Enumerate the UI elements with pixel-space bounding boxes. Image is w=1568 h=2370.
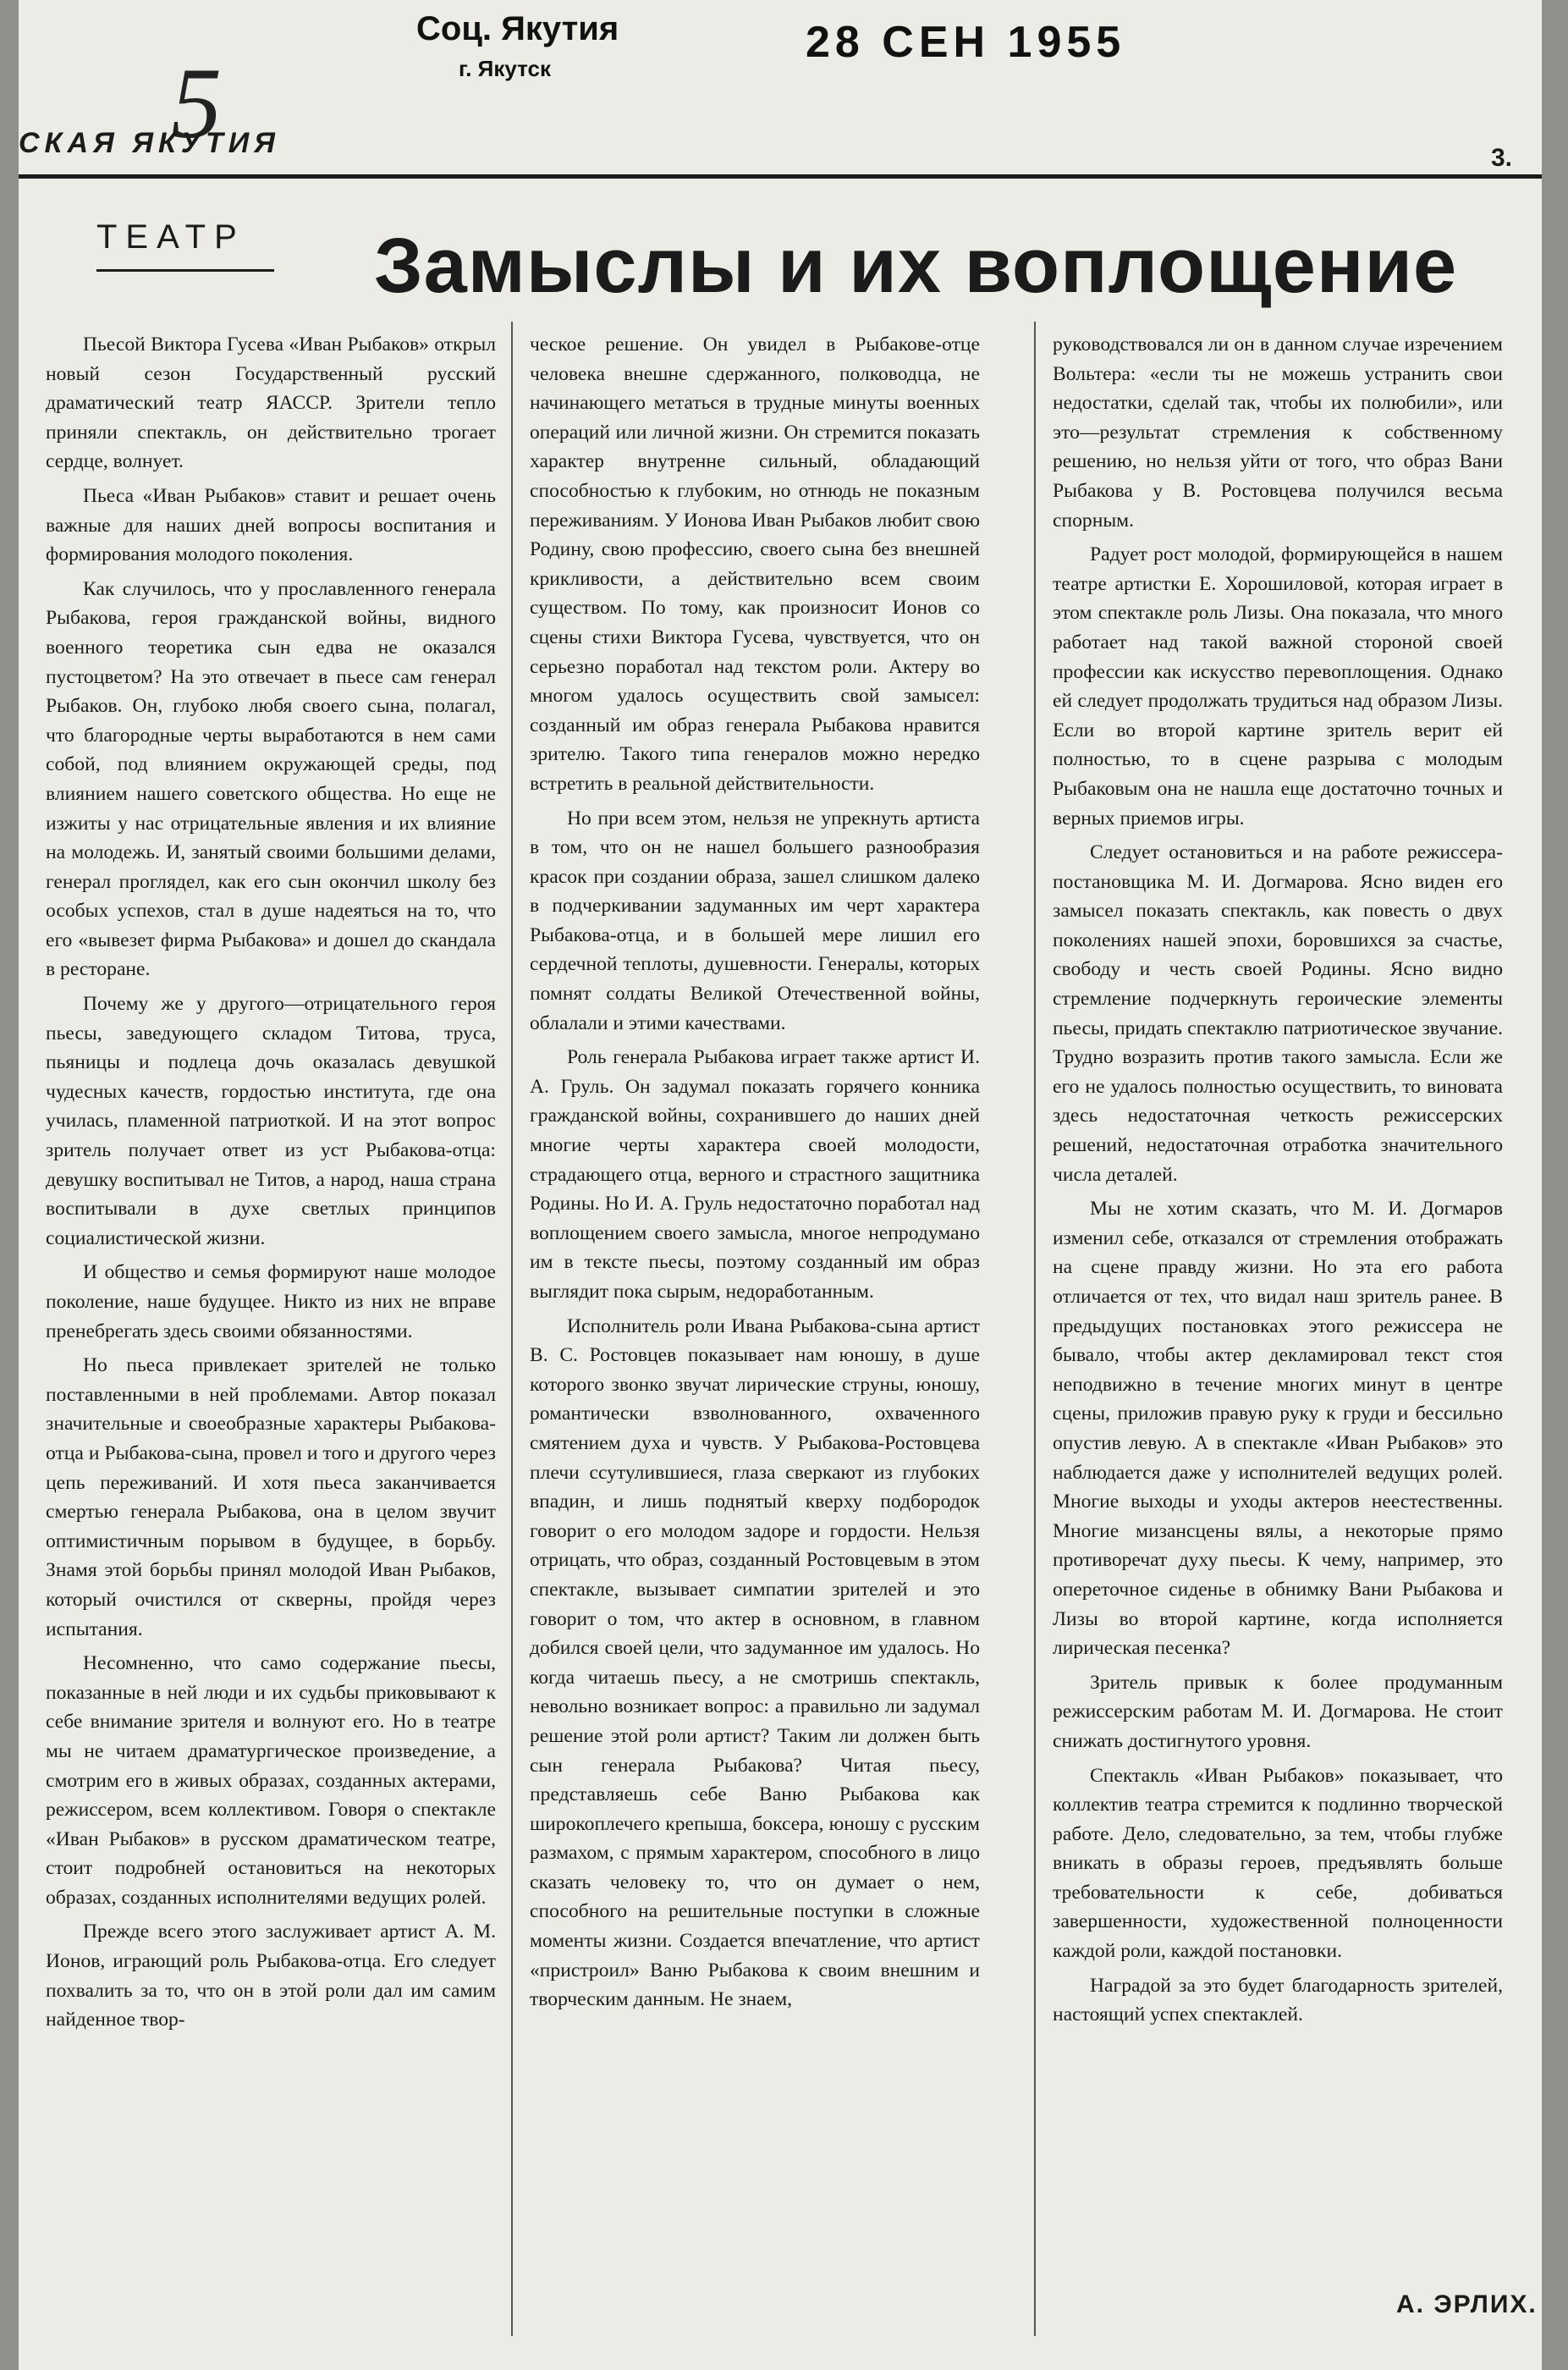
handwritten-mark: 5 [171,47,222,159]
article-column-2 [530,330,980,2328]
stamp-city: г. Якутск [459,56,552,81]
article-paragraph: Следует остановиться и на работе режиссера-постановщика М. И. Догмарова. Ясно виден его замысел показать спектакль, как повесть о двух поколениях нашей эпохи, боровшихся за счастье, свободу и честь своей Родины. Ясно видно стремление подчеркнуть героические элементы пьесы, придать спектаклю патриотическое звучание. Трудно возразить против такого замысла. Если же его не удалось полностью осуществить, то виновата здесь недостаточная четкость режиссерских решений, недостаточная отработка значительного числа деталей. [1053,841,1503,1186]
stamp-org: Соц. Якутия [416,10,619,47]
rubric-underline [96,269,274,272]
article-paragraph: Роль генерала Рыбакова играет также артист И. А. Груль. Он задумал показать горячего конника гражданской войны, сохранившего до наших дней многие черты характера своей молодости, страдающего отца, верного и страстного защитника Родины. Но И. А. Груль недостаточно поработал над воплощением своего замысла, многое непродумано им в тексте пьесы, поэтому созданный им образ выглядит пока сырым, недоработанным. [530,1046,980,1303]
author-signature: А. ЭРЛИХ. [1396,2290,1538,2318]
article-paragraph: Мы не хотим сказать, что М. И. Догмаров изменил себе, отказался от стремления отображать на сцене правду жизни. Но эта его работа отличается от тех, что видал наш зритель ранее. В предыдущих постановках этого режиссера не бывало, чтобы актер декламировал текст стоя неподвижно в течение многих минут в центре сцены, приложив правую руку к груди и бессильно опустив левую. А в спектакле «Иван Рыбаков» это наблюдается даже у исполнителей ведущих ролей. Многие выходы и уходы актеров неестественны. Многие мизансцены вялы, а некоторые прямо противоречат духу пьесы. К чему, например, это опереточное сиденье в обнимку Вани Рыбакова и Лизы во второй картине, когда исполняется лирическая песенка? [1053,1198,1503,1660]
article-paragraph: руководствовался ли он в данном случае изречением Вольтера: «если ты не можешь устранить свои недостатки, сделай так, чтобы их полюбили», или это—результат стремления к собственному решению, но нельзя уйти от того, что образ Вани Рыбакова у В. Ростовцева получился весьма спорным. [1053,333,1503,532]
article-paragraph: Но пьеса привлекает зрителей не только поставленными в ней проблемами. Автор показал значительные и своеобразные характеры Рыбакова-отца и Рыбакова-сына, провел и того и другого через цепь переживаний. И хотя пьеса заканчивается смертью генерала Рыбакова, она в целом звучит оптимистичным порывом в будущее, в борьбу. Знамя этой борьбы принял молодой Иван Рыбаков, который очистился от скверны, пройдя через испытания. [46,1354,496,1640]
page-number: 3. [1491,144,1513,172]
article-column-3 [1053,330,1503,2328]
article-paragraph: Зритель привык к более продуманным режиссерским работам М. И. Догмарова. Не стоит снижать достигнутого уровня. [1053,1671,1503,1752]
article-paragraph: Прежде всего этого заслуживает артист А. М. Ионов, играющий роль Рыбакова-отца. Его следует похвалить за то, что он в этой роли дал им самим найденное твор- [46,1921,496,2031]
newspaper-page [19,0,1542,2370]
headline: Замыслы и их воплощение [374,223,1458,309]
article-paragraph: ческое решение. Он увидел в Рыбакове-отце человека внешне сдержанного, полководца, не начинающего метаться в трудные минуты военных операций или личной жизни. Он стремится показать характер внутренне сильный, обладающий способностью к глубоким, но отнюдь не показным переживаниям. У Ионова Иван Рыбаков любит свою Родину, свою профессию, своего сына без внешней крикливости, а действительно всем своим существом. По тому, как произносит Ионов со сцены стихи Виктора Гусева, чувствуется, что он серьезно поработал над текстом роли. Актеру во многом удалось осуществить свой замысел: созданный им образ генерала Рыбакова нравится зрителю. Такого типа генералов можно нередко встретить в реальной действительности. [530,333,980,795]
article-paragraph: Исполнитель роли Ивана Рыбакова-сына артист В. С. Ростовцев показывает нам юношу, в душе которого звонко звучат лирические струны, юношу, романтически взволнованного, охваченного смятением духа и чувств. У Рыбакова-Ростовцева плечи ссутулившиеся, глаза сверкают из глубоких впадин, и лишь поднятый кверху подбородок говорит о его молодом задоре и гордости. Нельзя отрицать, что образ, созданный Ростовцевым в этом спектакле, вызывает симпатии зрителей и это говорит о том, что актер в основном, в главном добился своей цели, что задуманное им удалось. Но когда читаешь пьесу, а не смотришь спектакль, невольно возникает вопрос: а правильно ли задумал решение этой роли артист? Таким ли должен быть сын генерала Рыбакова? Читая пьесу, представляешь себе Ваню Рыбакова как широкоплечего крепыша, боксера, юношу с русским размахом, с прямым характером, способного в лицо сказать человеку то, что он думает о нем, способного на решительные поступки в сложные моменты жизни. Создается впечатление, что артист «пристроил» Ваню Рыбакова к своим внешним и творческим данным. Не знаем, [530,1315,980,2011]
article-paragraph: Пьеса «Иван Рыбаков» ставит и решает очень важные для наших дней вопросы воспитания и формирования молодого поколения. [46,484,496,566]
article-paragraph: Наградой за это будет благодарность зрителей, настоящий успех спектаклей. [1053,1974,1503,2026]
article-paragraph: Радует рост молодой, формирующейся в нашем театре артистки Е. Хорошиловой, которая играет в этом спектакле роль Лизы. Она показала, что много работает над такой важной стороной своей профессии как искусство перевоплощения. Однако ей следует продолжать трудиться над образом Лизы. Если во второй картине зритель верит ей полностью, то в сцене разрыва с молодым Рыбаковым она не нашла еще достаточно точных и верных приемов игры. [1053,543,1503,830]
article-paragraph: Пьесой Виктора Гусева «Иван Рыбаков» открыл новый сезон Государственный русский драматический театр ЯАССР. Зрители тепло приняли спектакль, он действительно трогает сердце, волнует. [46,333,496,473]
rubric: ТЕАТР [96,218,245,256]
article-paragraph: И общество и семья формируют наше молодое поколение, наше будущее. Никто из них не вправе пренебрегать здесь своими обязанностями. [46,1261,496,1342]
article-paragraph: Несомненно, что само содержание пьесы, показанные в ней люди и их судьбы приковывают к себе внимание зрителя и волнуют его. Но в театре мы не читаем драматургическое произведение, а смотрим его в живых образах, созданных актерами, режиссером, всем коллективом. Говоря о спектакле «Иван Рыбаков» в русском драматическом театре, стоит подробней остановиться на некоторых образах, созданных исполнителями ведущих ролей. [46,1652,496,1909]
article-paragraph: Спектакль «Иван Рыбаков» показывает, что коллектив театра стремится к подлинно творческой работе. Дело, следовательно, за тем, чтобы глубже вникать в образы героев, предъявлять больше требовательности к себе, добиваться завершенности, художественной полноценности каждой роли, каждой постановки. [1053,1764,1503,1963]
masthead: СКАЯ ЯКУТИЯ [19,127,280,159]
stamp-date: 28 СЕН 1955 [806,18,1126,67]
column-divider [1034,322,1036,2336]
masthead-rule [19,174,1542,179]
article-column-1 [46,330,496,2328]
article-paragraph: Как случилось, что у прославленного генерала Рыбакова, героя гражданской войны, видного военного теоретика сын едва не оказался пустоцветом? На это отвечает в пьесе сам генерал Рыбаков. Он, глубоко любя своего сына, полагал, что благородные черты выработаются в нем сами собой, под влиянием окружающей среды, под влиянием нашего советского общества. Но еще не изжиты у нас отрицательные явления и их влияние на молодежь. И, занятый своими большими делами, генерал проглядел, как его сын окончил школу без особых успехов, стал в душе надеяться на то, что его «вывезет фирма Рыбакова» и дошел до скандала в ресторане. [46,577,496,981]
article-paragraph: Почему же у другого—отрицательного героя пьесы, заведующего складом Титова, труса, пьяницы и подлеца дочь оказалась девушкой чудесных качеств, гордостью института, где она училась, пламенной патриоткой. И на этот вопрос зритель получает ответ из уст Рыбакова-отца: девушку воспитывал не Титов, а народ, наша страна воспитывали в духе светлых принципов социалистической жизни. [46,993,496,1249]
column-divider [511,322,513,2336]
article-paragraph: Но при всем этом, нельзя не упрекнуть артиста в том, что он не нашел большего разнообразия красок при создании образа, зашел слишком далеко в подчеркивании задуманных им черт характера Рыбакова-отца, и в большей мере лишил его сердечной теплоты, душевности. Генералы, которых помнят солдаты Великой Отечественной войны, облалали и этими качествами. [530,807,980,1034]
